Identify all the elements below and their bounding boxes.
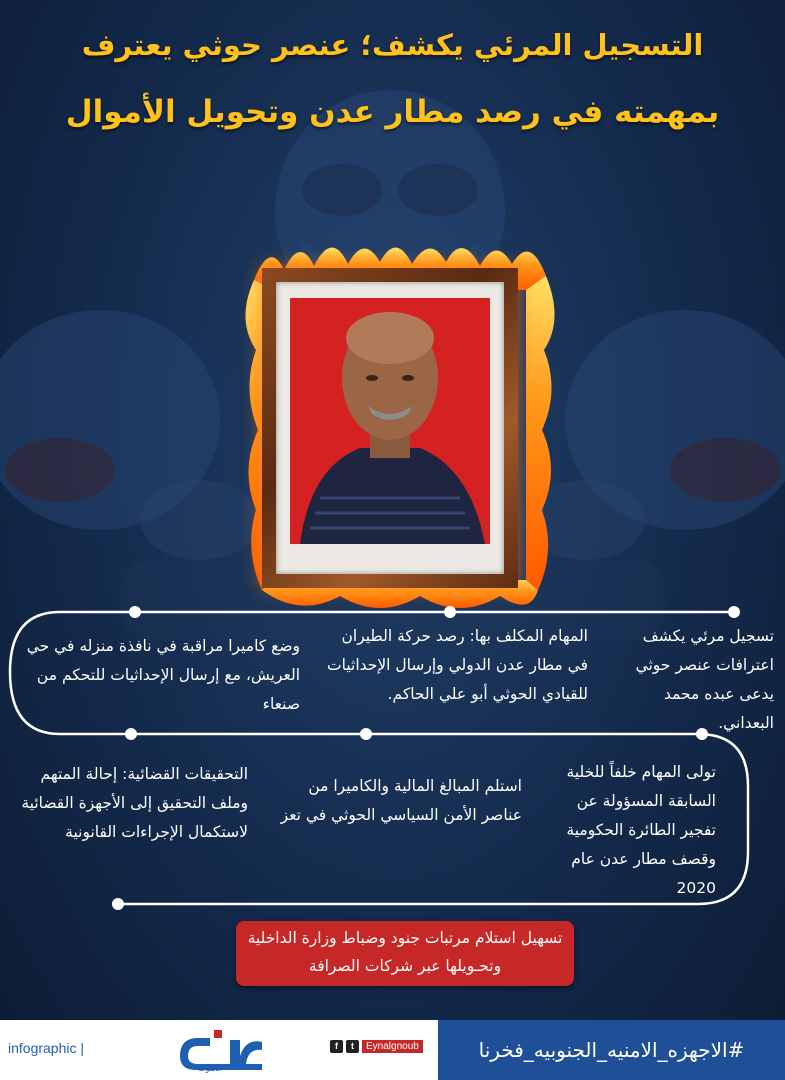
timeline-dot — [444, 606, 456, 618]
hashtag-banner: #الاجهزه_الامنيه_الجنوبيه_فخرنا — [438, 1020, 785, 1080]
timeline-dot — [112, 898, 124, 910]
timeline-item-6: التحقيقات القضائية: إحالة المتهم وملف التحقيق إلى الأجهزة القضائية لاستكمال الإجراءات القانونية — [21, 765, 248, 841]
brand-logo — [170, 1026, 270, 1074]
timeline-item-1: تسجيل مرئي يكشف اعترافات عنصر حوثي يدعى عبده محمد البعداني. — [635, 627, 774, 732]
social-handle[interactable]: Eynalgnoub — [362, 1040, 423, 1053]
timeline-item-4: تولى المهام خلفاً للخلية السابقة المسؤولة عن تفجير الطائرة الحكومية وقصف مطار عدن عام 2020 — [566, 763, 716, 897]
facebook-icon[interactable]: f — [330, 1040, 343, 1053]
logo-text: الجنوب — [198, 1064, 222, 1073]
timeline-dot — [728, 606, 740, 618]
headline-line-1: التسجيل المرئي يكشف؛ عنصر حوثي يعترف — [81, 28, 704, 62]
timeline-item-2: المهام المكلف بها: رصد حركة الطيران في مطار عدن الدولي وإرسال الإحداثيات للقيادي الحوثي أبو علي الحاكم. — [327, 627, 588, 703]
footer-bar — [0, 1020, 785, 1080]
timeline-dot — [125, 728, 137, 740]
timeline-dot — [360, 728, 372, 740]
infographic-label: infographic | — [8, 1040, 85, 1056]
social-links — [330, 1040, 423, 1053]
highlight-banner: تسهيل استلام مرتبات جنود وضباط وزارة الداخلية وتحـويلها عبر شركات الصرافة — [236, 921, 574, 986]
headline-line-2: بمهمته في رصد مطار عدن وتحويل الأموال — [65, 94, 720, 130]
timeline-dot — [129, 606, 141, 618]
twitter-icon[interactable]: t — [346, 1040, 359, 1053]
timeline-item-5: استلم المبالغ المالية والكاميرا من عناصر الأمن السياسي الحوثي في تعز — [280, 777, 522, 824]
timeline-item-3: وضع كاميرا مراقبة في نافذة منزله في حي العريش، مع إرسال الإحداثيات للتحكم من صنعاء — [26, 637, 300, 713]
